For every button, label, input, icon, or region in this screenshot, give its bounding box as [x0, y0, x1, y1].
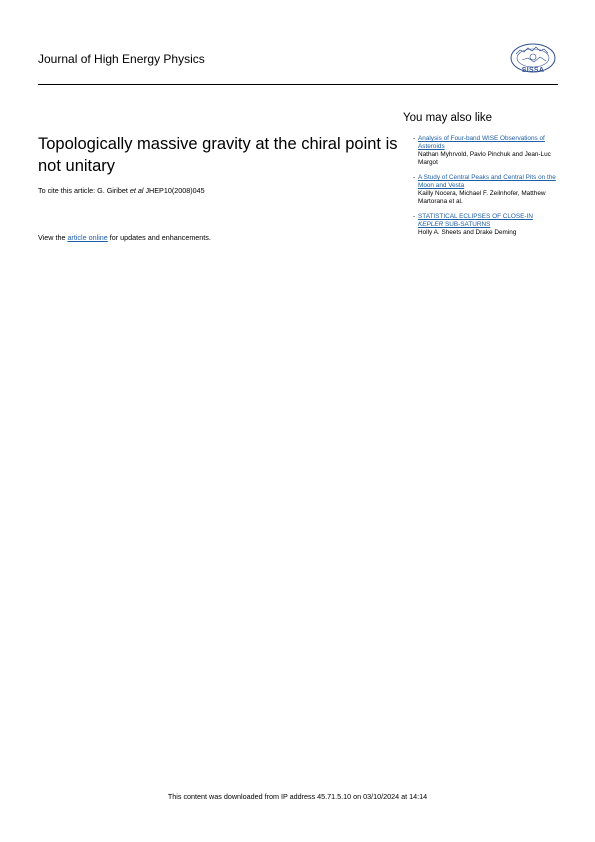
view-online [38, 233, 211, 242]
header-divider [38, 84, 558, 85]
related-article: - A Study of Central Peaks and Central Pits on the Moon and Vesta Kailly Nocera, Michael F. Zeilnhofer, Matthew Martorana et al. [418, 174, 558, 206]
article-title: Topologically massive gravity at the chiral point is not unitary [38, 135, 398, 175]
citation [38, 186, 205, 195]
view-prefix: View the [38, 233, 68, 242]
related-article: - STATISTICAL ECLIPSES OF CLOSE-IN KEPLER SUB-SATURNS Holly A. Sheets and Drake Deming [418, 213, 558, 237]
sidebar-title: You may also like [403, 112, 493, 124]
title-part: SUB-SATURNS [443, 221, 491, 228]
citation-prefix: To cite this article: G. Giribet [38, 186, 130, 195]
related-article-title[interactable]: Analysis of Four-band WISE Observations of Asteroids [418, 135, 545, 150]
title-part: STATISTICAL ECLIPSES OF CLOSE-IN [418, 213, 533, 220]
article-online-link[interactable]: article online [67, 233, 108, 242]
logo-text: SISSA [521, 67, 545, 74]
related-article-authors: Nathan Myhrvold, Pavlo Pinchuk and Jean-Luc Margot [418, 151, 551, 166]
related-article-authors: Holly A. Sheets and Drake Deming [418, 229, 517, 236]
related-article-title[interactable]: A Study of Central Peaks and Central Pits on the Moon and Vesta [418, 174, 556, 189]
citation-ref: JHEP10(2008)045 [143, 186, 205, 195]
related-article-authors: Kailly Nocera, Michael F. Zeilnhofer, Matthew Martorana et al. [418, 190, 546, 205]
view-suffix: for updates and enhancements. [107, 233, 211, 242]
citation-etal: et al [129, 186, 144, 195]
sissa-logo [508, 40, 558, 80]
related-article: - Analysis of Four-band WISE Observations of Asteroids Nathan Myhrvold, Pavlo Pinchuk and Jean-Luc Margot [418, 135, 558, 167]
sissa-logo-icon [508, 40, 558, 80]
download-footer: This content was downloaded from IP address 45.71.5.10 on 03/10/2024 at 14:14 [167, 792, 428, 801]
title-part-italic: KEPLER [418, 221, 444, 228]
journal-name: Journal of High Energy Physics [38, 52, 205, 66]
related-article-title[interactable] [418, 213, 558, 229]
